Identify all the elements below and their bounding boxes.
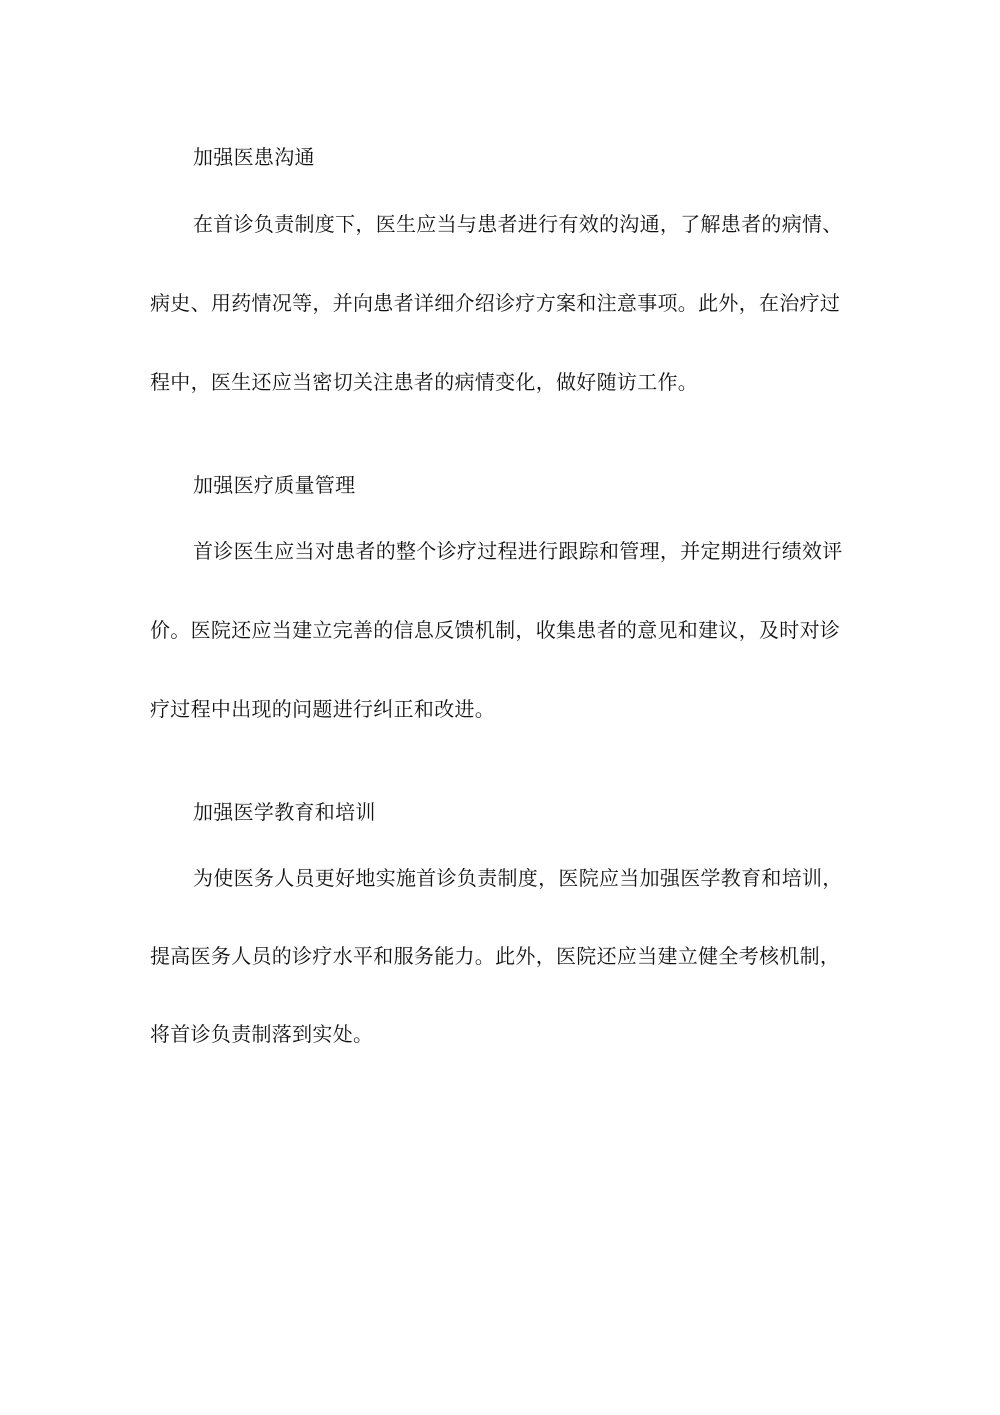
paragraph-line: 为使医务人员更好地实施首诊负责制度，医院应当加强医学教育和培训， bbox=[193, 866, 843, 890]
paragraph-line: 在首诊负责制度下，医生应当与患者进行有效的沟通，了解患者的病情、 bbox=[193, 212, 843, 236]
section-heading: 加强医疗质量管理 bbox=[193, 473, 356, 497]
paragraph-line: 将首诊负责制落到实处。 bbox=[150, 1022, 374, 1046]
paragraph-line: 病史、用药情况等，并向患者详细介绍诊疗方案和注意事项。此外，在治疗过 bbox=[150, 291, 841, 315]
paragraph-line: 疗过程中出现的问题进行纠正和改进。 bbox=[150, 697, 496, 721]
paragraph-line: 价。医院还应当建立完善的信息反馈机制，收集患者的意见和建议，及时对诊 bbox=[150, 618, 841, 642]
paragraph-line: 程中，医生还应当密切关注患者的病情变化，做好随访工作。 bbox=[150, 370, 699, 394]
paragraph-line: 提高医务人员的诊疗水平和服务能力。此外，医院还应当建立健全考核机制， bbox=[150, 944, 841, 968]
section-heading: 加强医学教育和培训 bbox=[193, 800, 376, 824]
paragraph-line: 首诊医生应当对患者的整个诊疗过程进行跟踪和管理，并定期进行绩效评 bbox=[193, 539, 843, 563]
section-heading: 加强医患沟通 bbox=[193, 145, 315, 169]
